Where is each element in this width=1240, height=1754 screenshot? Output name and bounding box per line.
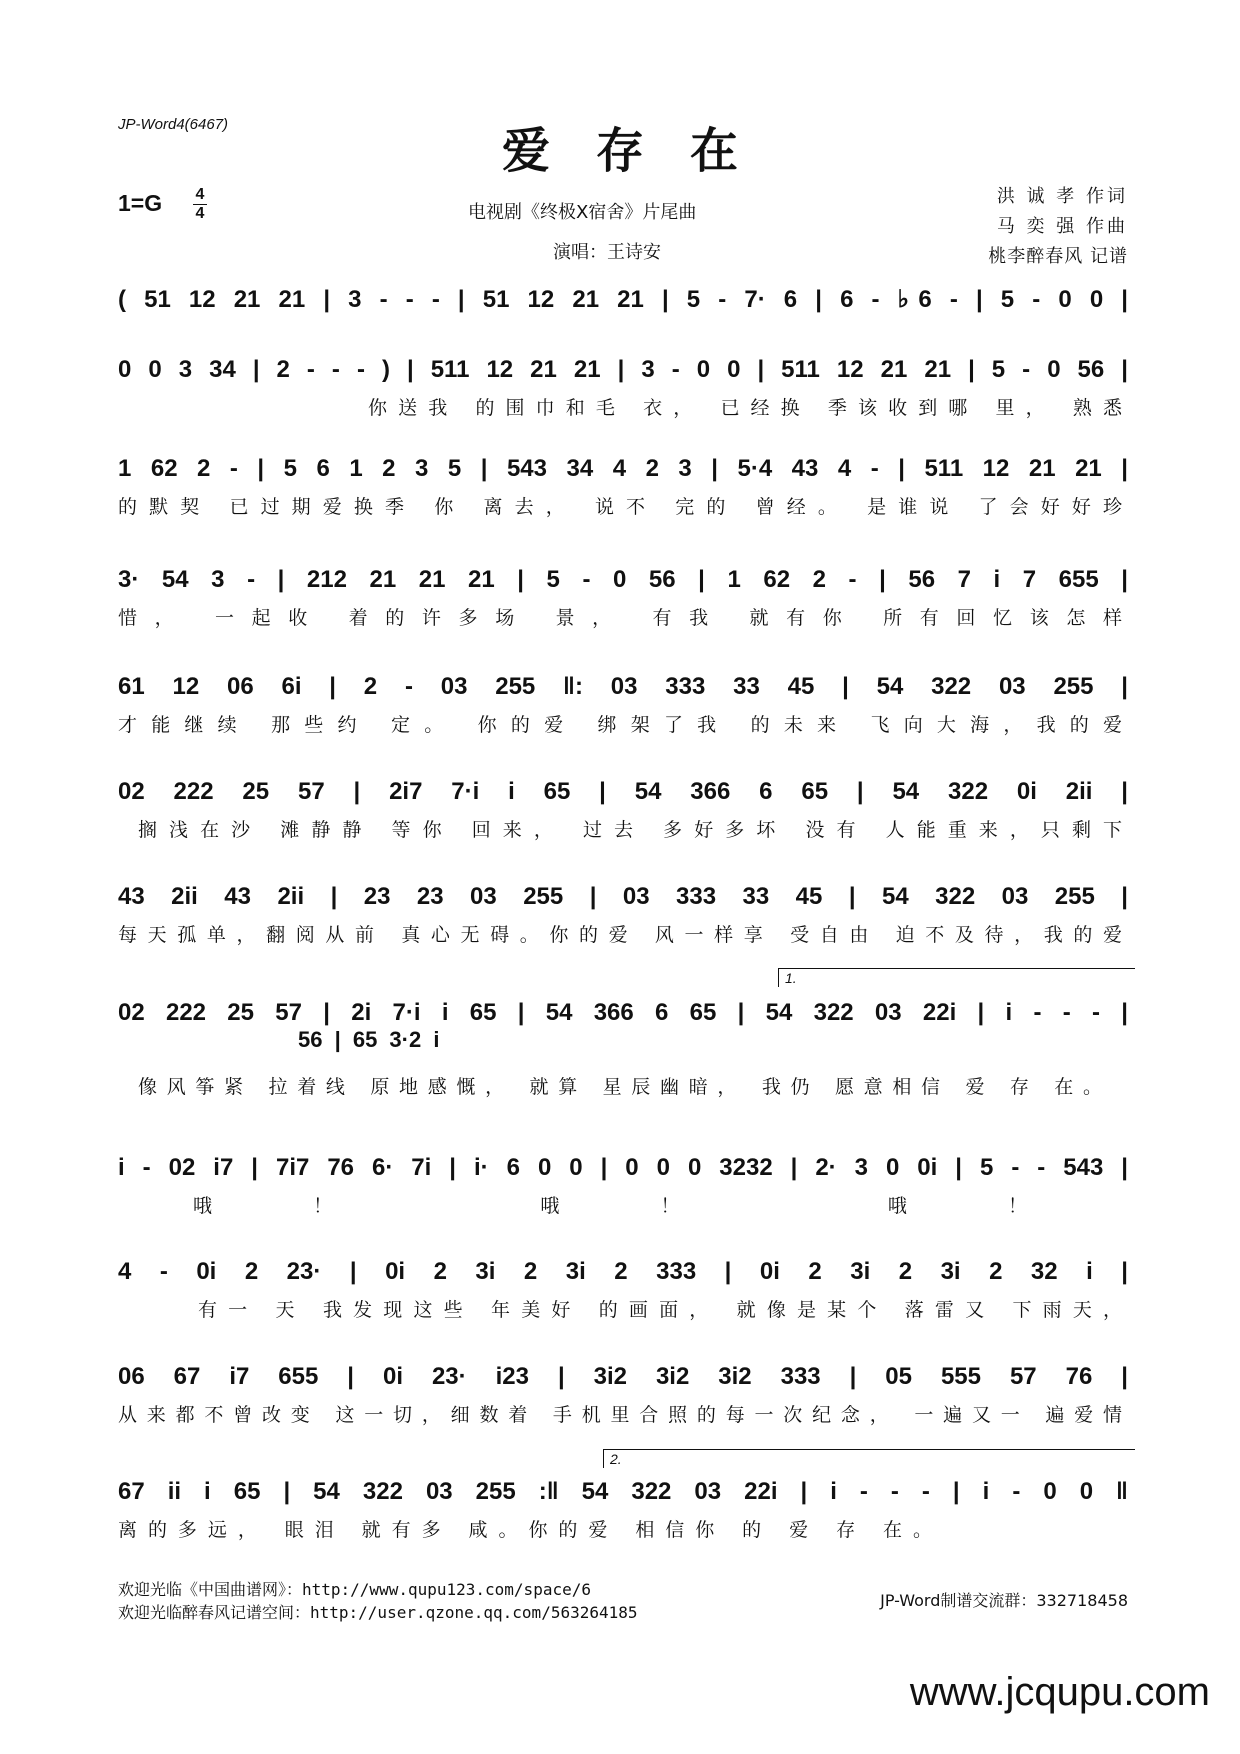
footer-links	[118, 1578, 638, 1624]
volta-bracket-2: 2.	[603, 1449, 1135, 1468]
lyrics-line: 有一 天 我发现这些 年美好 的画面， 就像是某个 落雷又 下雨天，	[198, 1299, 1128, 1321]
notation-line: 02 222 25 57 | 2i7 7·i i 65 | 54 366 6 65 | 54 322 0i 2ii |	[118, 778, 1128, 805]
lyrics-line: 你送我 的围巾和毛 衣， 已经换 季该收到哪 里， 熟悉	[368, 397, 1128, 419]
key-signature: 1=G	[118, 190, 163, 216]
footer-group: JP-Word制谱交流群：332718458	[880, 1591, 1128, 1610]
notation-line: 61 12 06 6i | 2 - 03 255 ‖: 03 333 33 45 | 54 322 03 255 |	[118, 673, 1128, 700]
time-signature	[191, 186, 209, 223]
singer: 演唱：王诗安	[553, 242, 661, 263]
time-signature-numerator: 4	[195, 186, 205, 203]
lyrics-line: 的默契 已过期爱换季 你 离去， 说不 完的 曾经。 是谁说 了会好好珍	[118, 496, 1128, 518]
lyrics-line: 才能继续 那些约 定。 你的爱 绑架了我 的未来 飞向大海，我的爱	[118, 714, 1128, 736]
notation-line: 67 ii i 65 | 54 322 03 255 :‖ 54 322 03 22i | i - - - | i - 0 0 ‖	[118, 1478, 1128, 1505]
notation-line: 06 67 i7 655 | 0i 23· i23 | 3i2 3i2 3i2 333 | 05 555 57 76 |	[118, 1363, 1128, 1390]
time-signature-denominator: 4	[195, 205, 205, 222]
song-title: 爱存在	[501, 123, 784, 179]
notation-line: ( 51 12 21 21 | 3 - - - | 51 12 21 21 | 5 - 7· 6 | 6 - ♭6 - | 5 - 0 0 |	[118, 286, 1128, 313]
alternate-notation-line: 56 | 65 3·2 i	[298, 1027, 440, 1052]
lyrics-line: 哦！ 哦！ 哦！	[193, 1195, 1033, 1217]
lyrics-line: 从来都不曾改变 这一切，细数着 手机里合照的每一次纪念， 一遍又一 遍爱情	[118, 1404, 1128, 1426]
notation-line: 43 2ii 43 2ii | 23 23 03 255 | 03 333 33 45 | 54 322 03 255 |	[118, 883, 1128, 910]
footer-link-1: 欢迎光临《中国曲谱网》：http://www.qupu123.com/space/6	[118, 1580, 591, 1599]
volta-bracket-1: 1.	[778, 968, 1135, 987]
watermark: www.jcqupu.com	[909, 1670, 1210, 1714]
subtitle: 电视剧《终极X宿舍》片尾曲	[468, 202, 697, 223]
notation-line: 3· 54 3 - | 212 21 21 21 | 5 - 0 56 | 1 62 2 - | 56 7 i 7 655 |	[118, 566, 1128, 593]
notation-line: i - 02 i7 | 7i7 76 6· 7i | i· 6 0 0 | 0 0 0 3232 | 2· 3 0 0i | 5 - - 543 |	[118, 1154, 1128, 1181]
lyrics-line: 离的多远， 眼泪 就有多 咸。你的爱 相信你 的 爱 存 在。	[118, 1519, 938, 1541]
notation-line: 1 62 2 - | 5 6 1 2 3 5 | 543 34 4 2 3 | 5·4 43 4 - | 511 12 21 21 |	[118, 455, 1128, 482]
notation-line: 02 222 25 57 | 2i 7·i i 65 | 54 366 6 65 | 54 322 03 22i | i - - - |	[118, 999, 1128, 1026]
notation-line: 0 0 3 34 | 2 - - - ) | 511 12 21 21 | 3 - 0 0 | 511 12 21 21 | 5 - 0 56 |	[118, 356, 1128, 383]
transcriber-credit: 桃李醉春风 记谱	[988, 246, 1128, 267]
lyrics-line: 搁浅在沙 滩静静 等你 回来， 过去 多好多坏 没有 人能重来，只剩下	[138, 819, 1128, 841]
footer-link-2: 欢迎光临醉春风记谱空间：http://user.qzone.qq.com/563264185	[118, 1603, 638, 1622]
lyrics-line: 像风筝紧 拉着线 原地感慨， 就算 星辰幽暗， 我仍 愿意相信 爱 存 在。	[138, 1076, 1108, 1098]
lyrics-line: 每天孤单，翻阅从前 真心无碍。你的爱 风一样享 受自由 迫不及待，我的爱	[118, 924, 1128, 946]
composer-credit: 马 奕 强 作曲	[996, 216, 1128, 237]
notation-line: 4 - 0i 2 23· | 0i 2 3i 2 3i 2 333 | 0i 2 3i 2 3i 2 32 i |	[118, 1258, 1128, 1285]
software-label: JP-Word4(6467)	[118, 116, 229, 133]
lyricist-credit: 洪 诚 孝 作词	[996, 186, 1128, 207]
lyrics-line: 惜， 一起收 着的许多场 景， 有我 就有你 所有回忆该怎样	[118, 607, 1128, 629]
